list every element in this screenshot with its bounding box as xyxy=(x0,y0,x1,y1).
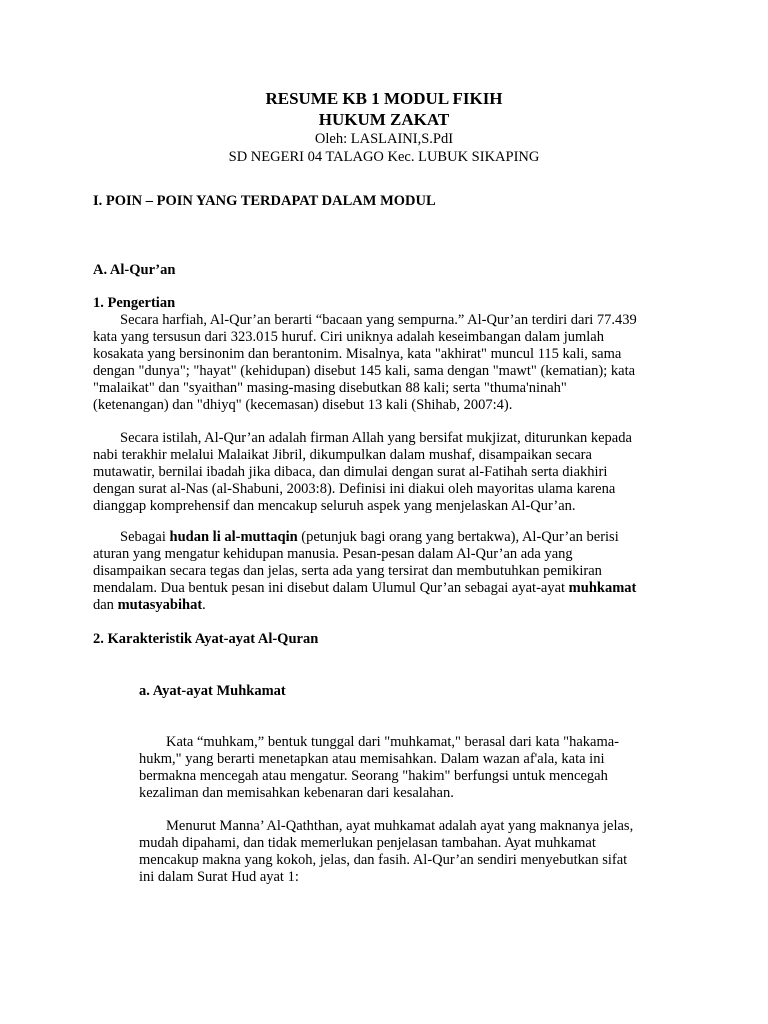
paragraph-muhkamat-2 xyxy=(139,818,669,886)
paragraph-line: nabi terakhir melalui Malaikat Jibril, dikumpulkan dalam mushaf, disampaikan secara xyxy=(93,447,592,463)
paragraph-line: (ketenangan) dan "dhiyq" (kecemasan) disebut 13 kali (Shihab, 2007:4). xyxy=(93,397,513,413)
term-muhkamat: muhkamat xyxy=(568,580,637,596)
paragraph-pengertian-3 xyxy=(93,529,683,614)
heading-pengertian: 1. Pengertian xyxy=(93,295,176,311)
subsection-heading-a: A. Al-Qur’an xyxy=(93,262,176,278)
document-title: RESUME KB 1 MODUL FIKIH xyxy=(265,89,503,108)
paragraph-line: dengan "dunya"; "hayat" (kehidupan) disebut 145 kali, sama dengan "mawt" (kematian); kata xyxy=(93,363,636,379)
paragraph-line: Sebagai hudan li al-muttaqin (petunjuk bagi orang yang bertakwa), Al-Qur’an berisi xyxy=(120,529,619,545)
paragraph-line: Secara harfiah, Al-Qur’an berarti “bacaan yang sempurna.” Al-Qur’an terdiri dari 77.439 xyxy=(120,312,637,328)
heading-karakteristik: 2. Karakteristik Ayat-ayat Al-Quran xyxy=(93,631,319,647)
section-heading: I. POIN – POIN YANG TERDAPAT DALAM MODUL xyxy=(93,193,436,209)
school-line: SD NEGERI 04 TALAGO Kec. LUBUK SIKAPING xyxy=(228,149,540,165)
heading-muhkamat: a. Ayat-ayat Muhkamat xyxy=(139,683,286,699)
paragraph-line: mudah dipahami, dan tidak memerlukan penjelasan tambahan. Ayat muhkamat xyxy=(139,835,596,851)
paragraph-line: Kata “muhkam,” bentuk tunggal dari "muhkamat," berasal dari kata "hakama- xyxy=(166,734,619,750)
paragraph-pengertian-2 xyxy=(93,430,683,515)
paragraph-line: dianggap komprehensif dan mencakup seluruh aspek yang menjelaskan Al-Qur’an. xyxy=(93,498,576,514)
paragraph-pengertian-1 xyxy=(93,312,683,414)
paragraph-line: Secara istilah, Al-Qur’an adalah firman Allah yang bersifat mukjizat, diturunkan kepada xyxy=(120,430,632,446)
paragraph-line: dan mutasyabihat. xyxy=(93,597,206,613)
paragraph-line: kata yang tersusun dari 323.015 huruf. Ciri uniknya adalah keseimbangan dalam jumlah xyxy=(93,329,604,345)
term-mutasyabihat: mutasyabihat xyxy=(117,597,203,613)
paragraph-line: Menurut Manna’ Al-Qaththan, ayat muhkamat adalah ayat yang maknanya jelas, xyxy=(166,818,634,834)
paragraph-line: mencakup makna yang kokoh, jelas, dan fasih. Al-Qur’an sendiri menyebutkan sifat xyxy=(139,852,628,868)
document-subtitle: HUKUM ZAKAT xyxy=(318,110,450,129)
paragraph-line: aturan yang mengatur kehidupan manusia. Pesan-pesan dalam Al-Qur’an ada yang xyxy=(93,546,573,562)
term-hudan: hudan li al-muttaqin xyxy=(169,529,298,545)
paragraph-line: ini dalam Surat Hud ayat 1: xyxy=(139,869,299,885)
paragraph-line: disampaikan secara tegas dan jelas, serta ada yang tersirat dan membutuhkan pemikiran xyxy=(93,563,602,579)
document-header xyxy=(0,88,768,166)
paragraph-muhkamat-1 xyxy=(139,734,669,802)
paragraph-line: dengan surat al-Nas (al-Shabuni, 2003:8). Definisi ini diakui oleh mayoritas ulama karena xyxy=(93,481,616,497)
paragraph-line: kosakata yang bersinonim dan berantonim. Misalnya, kata "akhirat" muncul 115 kali, sama xyxy=(93,346,622,362)
paragraph-line: kezaliman dan memisahkan kebenaran dari kesalahan. xyxy=(139,785,454,801)
author-line: Oleh: LASLAINI,S.PdI xyxy=(314,131,454,147)
paragraph-line: bermakna mencegah atau mengatur. Seorang "hakim" berfungsi untuk mencegah xyxy=(139,768,608,784)
paragraph-line: mendalam. Dua bentuk pesan ini disebut dalam Ulumul Qur’an sebagai ayat-ayat muhkamat xyxy=(93,580,637,596)
paragraph-line: mutawatir, bernilai ibadah jika dibaca, dan dimulai dengan surat al-Fatihah serta diakhiri xyxy=(93,464,608,480)
paragraph-line: "malaikat" dan "syaithan" masing-masing disebutkan 88 kali; serta "thuma'ninah" xyxy=(93,380,567,396)
paragraph-line: hukm," yang berarti menetapkan atau memisahkan. Dalam wazan af'ala, kata ini xyxy=(139,751,605,767)
